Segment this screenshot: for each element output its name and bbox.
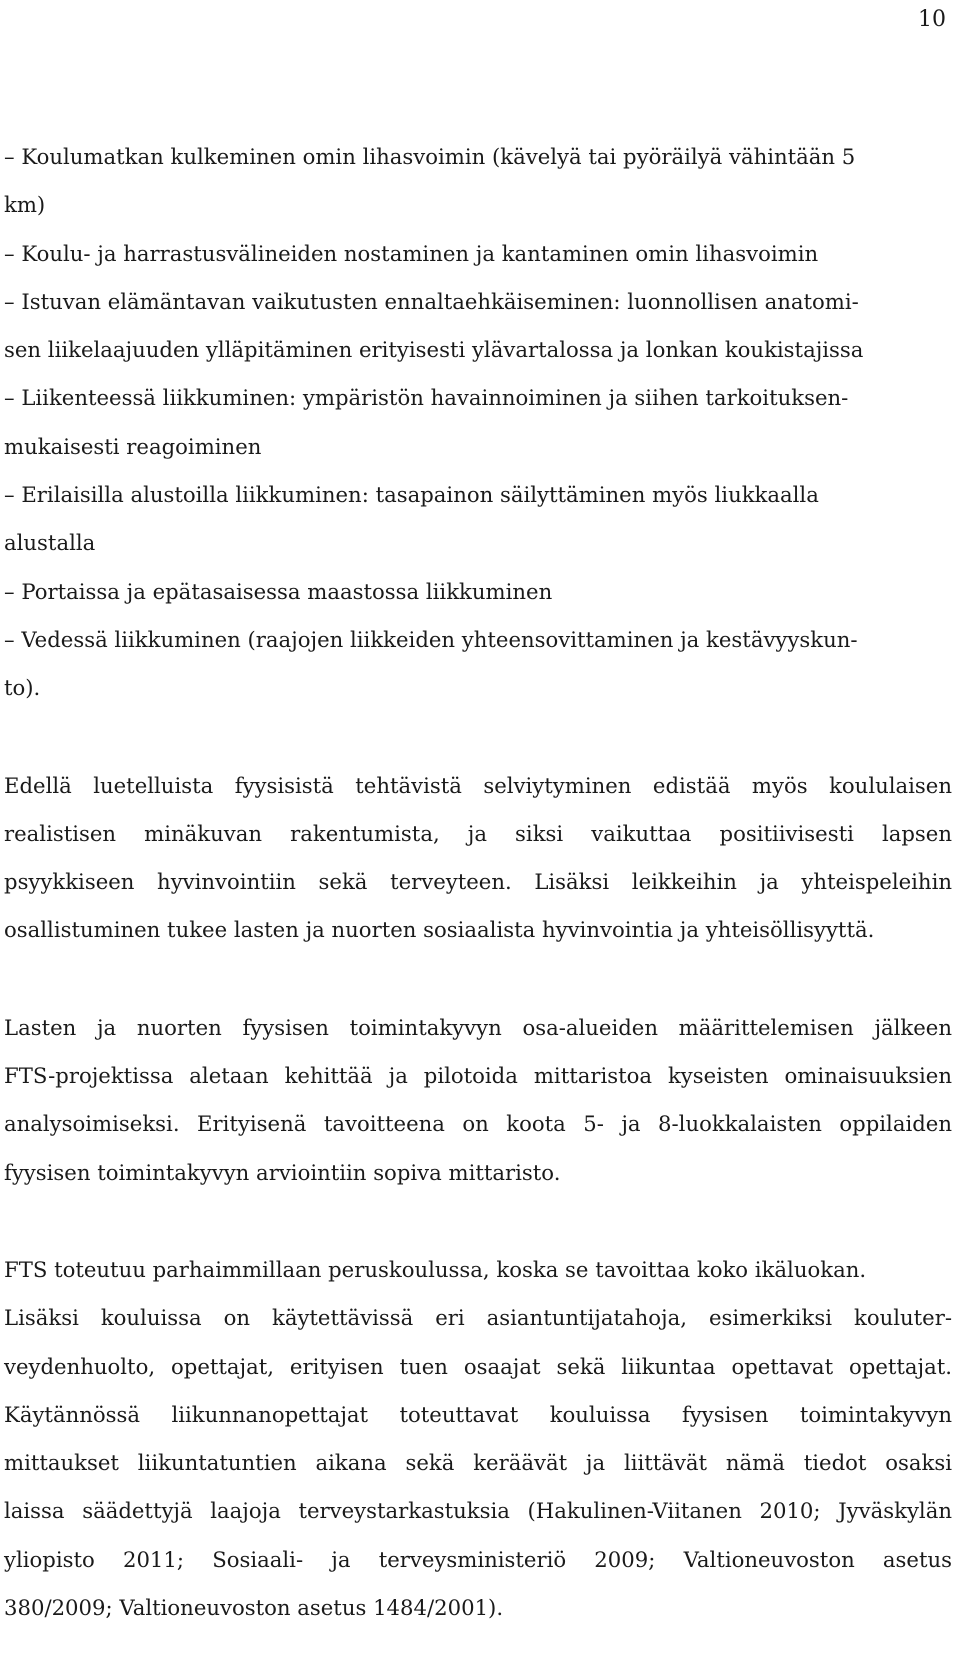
list-line: – Koulu- ja harrastusvälineiden nostaminen ja kantaminen omin lihasvoimin (4, 240, 819, 266)
paragraph-line: Käytännössä liikunnanopettajat toteuttavat kouluissa fyysisen toimintakyvyn (4, 1401, 952, 1427)
paragraph-line: analysoimiseksi. Erityisenä tavoitteena on koota 5- ja 8-luokkalaisten oppilaiden (4, 1111, 952, 1137)
paragraph-line: laissa säädettyjä laajoja terveystarkastuksia (Hakulinen-Viitanen 2010; Jyväskylän (4, 1498, 952, 1524)
paragraph-line: FTS toteutuu parhaimmillaan peruskoulussa, koska se tavoittaa koko ikäluokan. (4, 1256, 867, 1282)
document-body (4, 133, 952, 1632)
paragraph-line: 380/2009; Valtioneuvoston asetus 1484/2001). (4, 1595, 504, 1621)
paragraph-line: mittaukset liikuntatuntien aikana sekä keräävät ja liittävät nämä tiedot osaksi (4, 1450, 952, 1476)
list-line: – Erilaisilla alustoilla liikkuminen: tasapainon säilyttäminen myös liukkaalla (4, 482, 819, 508)
list-line: sen liikelaajuuden ylläpitäminen erityisesti ylävartalossa ja lonkan koukistajissa (4, 337, 864, 363)
paragraph-line: osallistuminen tukee lasten ja nuorten sosiaalista hyvinvointia ja yhteisöllisyyttä. (4, 917, 875, 943)
list-line: – Liikenteessä liikkuminen: ympäristön havainnoiminen ja siihen tarkoituksen- (4, 385, 849, 411)
list-line: – Portaissa ja epätasaisessa maastossa liikkuminen (4, 578, 553, 604)
paragraph-line: Edellä luetelluista fyysisistä tehtävistä selviytyminen edistää myös koululaisen (4, 772, 952, 798)
task-list (4, 133, 952, 713)
paragraph-line: Lisäksi kouluissa on käytettävissä eri asiantuntijatahoja, esimerkiksi kouluter- (4, 1305, 952, 1331)
paragraph-line: realistisen minäkuvan rakentumista, ja siksi vaikuttaa positiivisesti lapsen (4, 820, 952, 846)
paragraph-line: psyykkiseen hyvinvointiin sekä terveyteen. Lisäksi leikkeihin ja yhteispeleihin (4, 869, 952, 895)
paragraph-3 (4, 1246, 952, 1632)
list-line: – Istuvan elämäntavan vaikutusten ennaltaehkäiseminen: luonnollisen anatomi- (4, 288, 859, 314)
paragraph-line: FTS-projektissa aletaan kehittää ja pilotoida mittaristoa kyseisten ominaisuuksien (4, 1063, 952, 1089)
list-line: alustalla (4, 530, 96, 556)
paragraph-line: yliopisto 2011; Sosiaali- ja terveysministeriö 2009; Valtioneuvoston asetus (4, 1546, 952, 1572)
list-line: km) (4, 192, 46, 218)
list-line: – Vedessä liikkuminen (raajojen liikkeiden yhteensovittaminen ja kestävyyskun- (4, 626, 858, 652)
paragraph-line: Lasten ja nuorten fyysisen toimintakyvyn osa-alueiden määrittelemisen jälkeen (4, 1014, 952, 1040)
paragraph-line: veydenhuolto, opettajat, erityisen tuen osaajat sekä liikuntaa opettavat opettajat. (4, 1353, 952, 1379)
list-line: – Koulumatkan kulkeminen omin lihasvoimin (kävelyä tai pyöräilyä vähintään 5 (4, 144, 856, 169)
list-line: mukaisesti reagoiminen (4, 433, 262, 459)
paragraph-2 (4, 1004, 952, 1197)
list-line: to). (4, 675, 41, 701)
paragraph-line: fyysisen toimintakyvyn arviointiin sopiva mittaristo. (4, 1159, 561, 1185)
page-number: 10 (918, 7, 946, 32)
paragraph-1 (4, 762, 952, 955)
